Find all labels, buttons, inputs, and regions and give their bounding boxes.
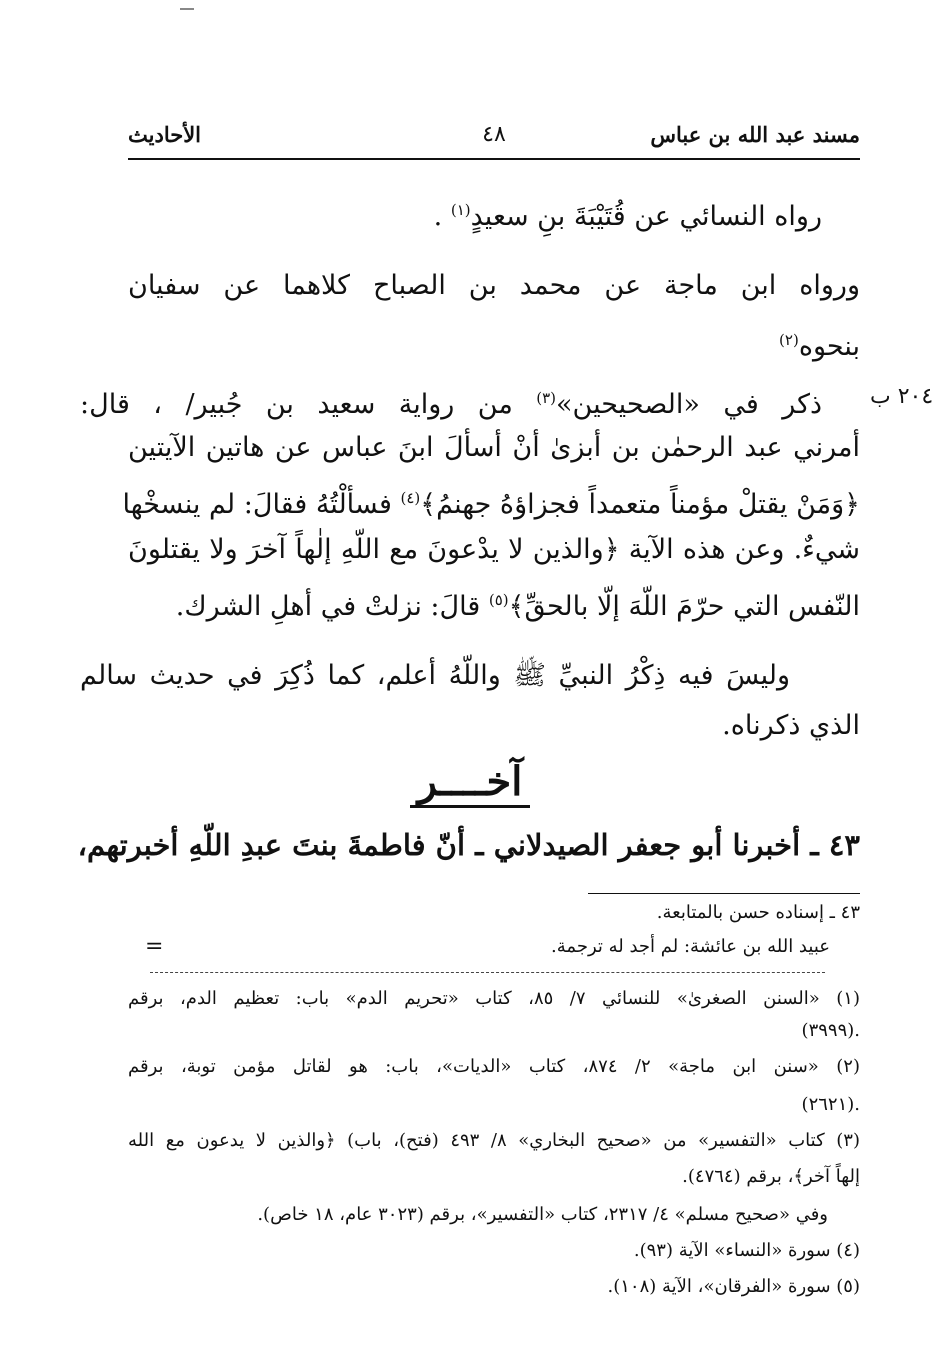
body-line-8: النّفس التي حرّمَ اللّهَ إلّا بالحقِّ﴾$^{(٥)}$ قالَ: نزلتْ في أهلِ الشرك. <box>175 591 860 622</box>
body-line-1: رواه النسائي عن قُتَيْبَةَ بنِ سعيدٍ$^{(١)}$ . <box>433 201 822 232</box>
footnote-ref-2[interactable]: (٢) <box>779 331 799 349</box>
footnote-4: (٤) سورة «النساء» الآية (٩٣). <box>633 1240 860 1261</box>
footnote-ref-3[interactable]: (٣) <box>536 389 557 407</box>
body-line-4: ذكر في «الصحيحين»$^{(٣)}$ من رواية سعيد بن جُبير/ ، قال: <box>80 389 822 420</box>
body-line-2: ورواه ابن ماجة عن محمد بن الصباح كلاهما عن سفيان <box>128 270 860 301</box>
body-line-6: ﴿وَمَنْ يقتلْ مؤمناً متعمداً فجزاؤهُ جهنمُ﴾$^{(٤)}$ فسألْتُهُ فقالَ: لم ينسخْها <box>122 489 860 520</box>
footnote-5: (٥) سورة «الفرقان»، الآية (١٠٨). <box>607 1276 860 1297</box>
section-name: الأحاديث <box>128 122 202 147</box>
editor-note-1: ٤٣ ـ إسناده حسن بالمتابعة. <box>656 902 860 923</box>
footnote-1: (١) «السنن الصغرىٰ» للنسائي ٧/ ٨٥، كتاب «تحريم الدم» باب: تعظيم الدم، برقم <box>128 988 860 1009</box>
continues-mark: = <box>145 934 164 959</box>
header-divider <box>128 158 860 160</box>
footnote-ref-4[interactable]: (٤) <box>400 489 421 507</box>
book-title: مسند عبد الله بن عباس <box>650 122 860 147</box>
footnote-2: (٢) «سنن ابن ماجة» ٢/ ٨٧٤، كتاب «الديات»، باب: هو لقاتل مؤمن توبة، برقم <box>128 1056 860 1077</box>
footnote-3-cont: إلهاً آخر﴾، برقم (٤٧٦٤). <box>682 1166 860 1187</box>
footnote-ref-1[interactable]: (١) <box>450 201 471 219</box>
footnotes-divider <box>150 972 825 973</box>
page-number: ٤٨ <box>482 122 506 147</box>
running-header <box>128 122 860 154</box>
body-line-3: بنحوه$^{(٢)}$ <box>779 331 860 362</box>
section-title: آخــــر <box>0 758 940 805</box>
scan-mark <box>180 8 194 10</box>
notes-divider <box>588 893 860 894</box>
body-line-5: أمرني عبد الرحمٰن بن أبزىٰ أنْ أسألَ ابنَ عباس عن هاتين الآيتين <box>128 432 860 463</box>
footnote-1-cont: (٣٩٩٩). <box>801 1020 860 1041</box>
body-line-7: شيءٌ. وعن هذه الآية ﴿والذين لا يدْعونَ مع اللّهِ إلٰهاً آخرَ ولا يقتلونَ <box>128 534 860 565</box>
editor-note-2: عبيد الله بن عائشة: لم أجد له ترجمة. <box>551 936 830 957</box>
body-line-10: الذي ذكرناه. <box>722 710 860 741</box>
hadith-43-heading: ٤٣ ـ أخبرنا أبو جعفر الصيدلاني ـ أنّ فاطمةَ بنتَ عبدِ اللّهِ أخبرتهم، <box>77 828 860 862</box>
footnote-3-extra: وفي «صحيح مسلم» ٤/ ٢٣١٧، كتاب «التفسير»، برقم (٣٠٢٣ عام، ١٨ خاص). <box>257 1204 828 1225</box>
footnote-3: (٣) كتاب «التفسير» من «صحيح البخاري» ٨/ ٤٩٣ (فتح)، باب) ﴿والذين لا يدعون مع الله <box>128 1130 860 1151</box>
footnote-2-cont: (٢٦٢١). <box>801 1094 860 1115</box>
body-line-9: وليسَ فيه ذِكْرُ النبيِّ ﷺ واللّهُ أعلم، كما ذُكِرَ في حديث سالم <box>80 660 790 691</box>
margin-folio: ٢٠٤ ب <box>870 384 934 409</box>
footnote-ref-5[interactable]: (٥) <box>488 591 509 609</box>
